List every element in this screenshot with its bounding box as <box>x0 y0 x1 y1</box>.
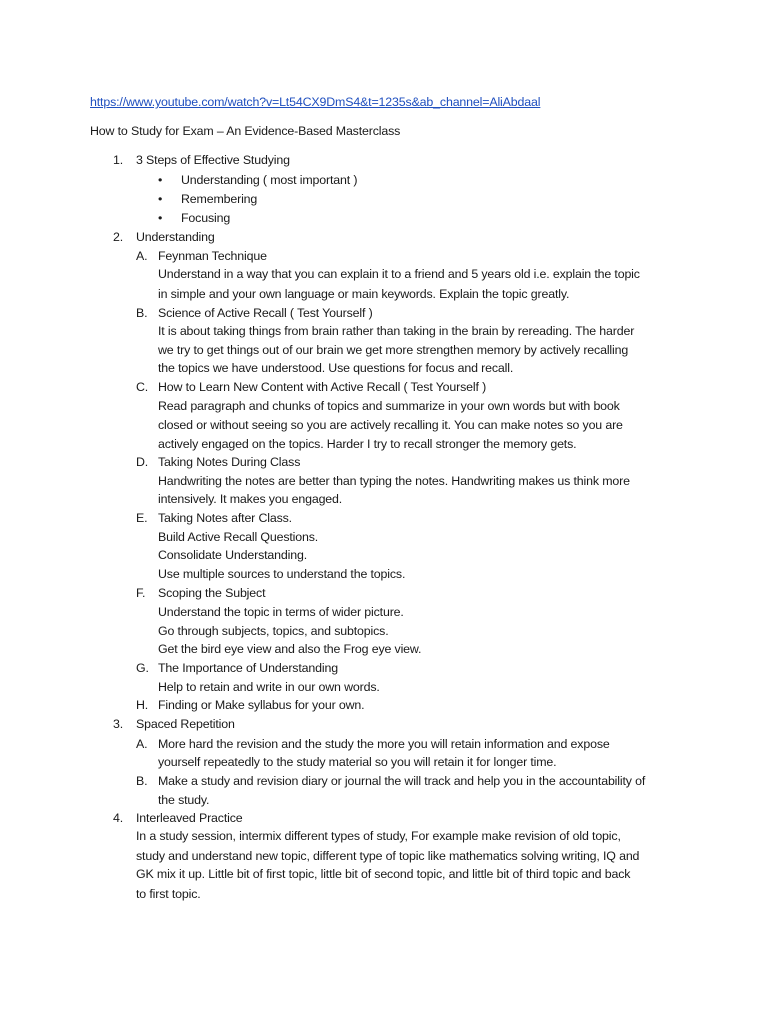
list-number: 2. <box>113 230 124 244</box>
item-letter: C. <box>136 380 149 394</box>
item-text-line: the topics we have understood. Use questions for focus and recall. <box>158 361 514 375</box>
section-heading: Understanding <box>136 230 215 244</box>
item-heading: Taking Notes During Class <box>158 455 301 469</box>
item-letter: D. <box>136 455 149 469</box>
list-number: 4. <box>113 811 124 825</box>
item-text-line: Help to retain and write in our own words. <box>158 680 380 694</box>
item-heading: Science of Active Recall ( Test Yourself ) <box>158 306 373 320</box>
item-text-line: in simple and your own language or main keywords. Explain the topic greatly. <box>158 287 570 301</box>
item-letter: G. <box>136 661 149 675</box>
item-text-line: closed or without seeing so you are actively recalling it. You can make notes so you are <box>158 418 623 432</box>
item-text-line: Get the bird eye view and also the Frog eye view. <box>158 642 422 656</box>
list-number: 1. <box>113 153 124 167</box>
item-heading: The Importance of Understanding <box>158 661 338 675</box>
item-letter: E. <box>136 511 148 525</box>
item-letter: F. <box>136 586 146 600</box>
item-text-line: Handwriting the notes are better than typing the notes. Handwriting makes us think more <box>158 474 630 488</box>
document-title: How to Study for Exam – An Evidence-Based Masterclass <box>90 124 401 138</box>
item-text-line: study and understand new topic, different type of topic like mathematics solving writing, IQ and <box>136 849 640 863</box>
item-text-line: Go through subjects, topics, and subtopics. <box>158 624 389 638</box>
item-text-line: Use multiple sources to understand the topics. <box>158 567 406 581</box>
item-text-line: we try to get things out of our brain we get more strengthen memory by actively recalling <box>158 343 629 357</box>
item-text-line: Read paragraph and chunks of topics and summarize in your own words but with book <box>158 399 620 413</box>
item-text-line: GK mix it up. Little bit of first topic, little bit of second topic, and little bit of third topic and back <box>136 867 631 881</box>
item-text-line: the study. <box>158 793 210 807</box>
bullet-icon: • <box>158 173 163 187</box>
item-text-line: to first topic. <box>136 887 201 901</box>
item-text-line: Understand in a way that you can explain it to a friend and 5 years old i.e. explain the topic <box>158 267 640 281</box>
section-heading: Spaced Repetition <box>136 717 235 731</box>
item-text-line: More hard the revision and the study the more you will retain information and expose <box>158 737 610 751</box>
item-text-line: Make a study and revision diary or journal the will track and help you in the accountability of <box>158 774 646 788</box>
section-heading: Interleaved Practice <box>136 811 243 825</box>
item-text-line: It is about taking things from brain rather than taking in the brain by rereading. The harder <box>158 324 635 338</box>
bullet-icon: • <box>158 192 163 206</box>
item-letter: B. <box>136 306 148 320</box>
section-heading: 3 Steps of Effective Studying <box>136 153 290 167</box>
list-number: 3. <box>113 717 124 731</box>
bullet-item: Understanding ( most important ) <box>181 173 358 187</box>
item-heading: Scoping the Subject <box>158 586 266 600</box>
item-text-line: intensively. It makes you engaged. <box>158 492 343 506</box>
item-heading: Feynman Technique <box>158 249 267 263</box>
item-heading: Taking Notes after Class. <box>158 511 292 525</box>
bullet-item: Remembering <box>181 192 258 206</box>
item-heading: How to Learn New Content with Active Recall ( Test Yourself ) <box>158 380 487 394</box>
bullet-item: Focusing <box>181 211 231 225</box>
item-text-line: Consolidate Understanding. <box>158 548 308 562</box>
item-text-line: yourself repeatedly to the study material so you will retain it for longer time. <box>158 755 557 769</box>
youtube-link[interactable]: https://www.youtube.com/watch?v=Lt54CX9DmS4&t=1235s&ab_channel=AliAbdaal <box>90 95 541 109</box>
item-text-line: actively engaged on the topics. Harder I try to recall stronger the memory gets. <box>158 437 577 451</box>
item-text-line: Understand the topic in terms of wider picture. <box>158 605 404 619</box>
item-letter: A. <box>136 249 148 263</box>
item-heading: Finding or Make syllabus for your own. <box>158 698 365 712</box>
item-letter: B. <box>136 774 148 788</box>
item-text-line: Build Active Recall Questions. <box>158 530 319 544</box>
item-letter: H. <box>136 698 149 712</box>
item-letter: A. <box>136 737 148 751</box>
bullet-icon: • <box>158 211 163 225</box>
item-text-line: In a study session, intermix different types of study, For example make revision of old topic, <box>136 829 621 843</box>
